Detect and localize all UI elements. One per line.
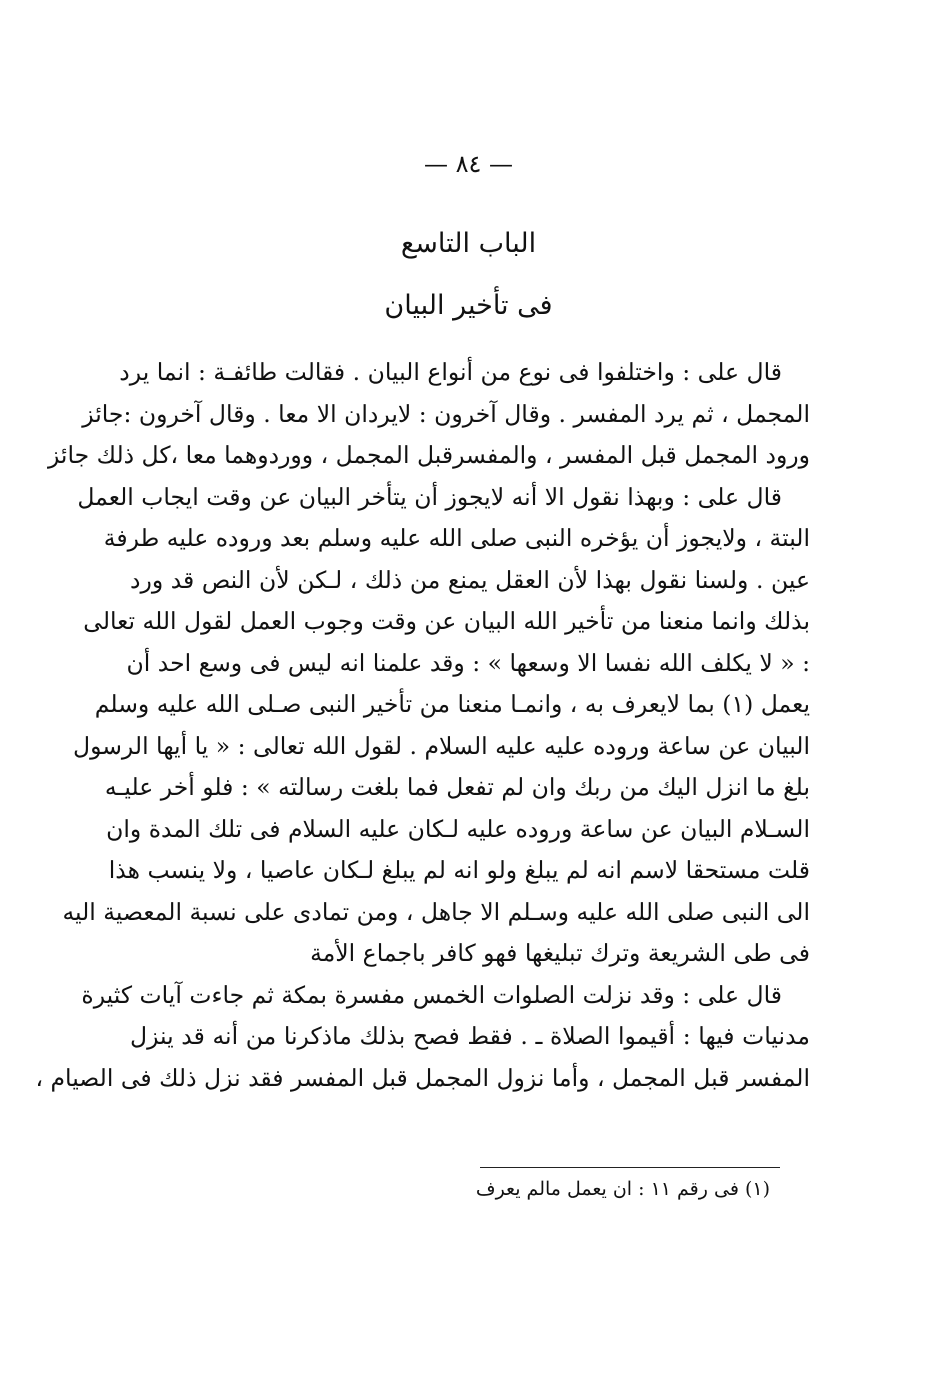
text-line: السـلام البيان عن ساعة وروده عليه لـكان عليه السلام فى تلك المدة وان: [106, 814, 810, 843]
text-line: بذلك وانما منعنا من تأخير الله البيان عن وقت وجوب العمل لقول الله تعالى: [83, 607, 810, 635]
text-line: مدنيات فيها : أقيموا الصلاة ـ . فقط فصح بذلك ماذكرنا من أنه قد ينزل: [130, 1022, 810, 1050]
body-text: [35, 352, 810, 1099]
footnote: (١) فى رقم ١١ : ان يعمل مالم يعرف: [475, 1178, 770, 1200]
text-line: الى النبى صلى الله عليه وسـلم الا جاهل ، ومن تمادى على نسبة المعصية اليه: [62, 897, 810, 926]
page-number: — ٨٤ —: [423, 150, 514, 178]
text-line: البتة ، ولايجوز أن يؤخره النبى صلى الله عليه وسلم بعد وروده عليه طرفة: [103, 524, 810, 552]
text-line: المجمل ، ثم يرد المفسر . وقال آخرون : لايردان الا معا . وقال آخرون :جائز: [82, 399, 810, 428]
footnote-divider: [480, 1167, 780, 1168]
text-line: بلغ ما انزل اليك من ربك وان لم تفعل فما بلغت رسالته » : فلو أخر عليـه: [104, 773, 810, 801]
text-line: ورود المجمل قبل المفسر ، والمفسرقبل المجمل ، ووردوهما معا ،كل ذلك جائز: [47, 441, 810, 469]
text-line: يعمل (١) بما لايعرف به ، وانمـا منعنا من تأخير النبى صـلى الله عليه وسلم: [94, 690, 810, 718]
text-line: قلت مستحقا لاسم انه لم يبلغ ولو انه لم يبلغ لـكان عاصيا ، ولا ينسب هذا: [108, 856, 810, 884]
text-line: المفسر قبل المجمل ، وأما نزول المجمل قبل المفسر فقد نزل ذلك فى الصيام ،: [35, 1063, 810, 1092]
text-line: قال على : واختلفوا فى نوع من أنواع البيان . فقالت طائفـة : انما يرد: [119, 358, 782, 386]
text-line: قال على : وقد نزلت الصلوات الخمس مفسرة بمكة ثم جاءت آيات كثيرة: [81, 980, 782, 1009]
text-line: البيان عن ساعة وروده عليه عليه السلام . لقول الله تعالى : « يا أيها الرسول: [73, 731, 810, 760]
text-line: : « لا يكلف الله نفسا الا وسعها » : وقد علمنا انه ليس فى وسع احد أن: [126, 648, 810, 677]
chapter-title: الباب التاسع: [400, 228, 537, 259]
text-line: عين . ولسنا نقول بهذا لأن العقل يمنع من ذلك ، لـكن لأن النص قد ورد: [130, 565, 810, 594]
text-line: فى طى الشريعة وترك تبليغها فهو كافر باجماع الأمة: [310, 939, 810, 967]
text-line: قال على : وبهذا نقول الا أنه لايجوز أن يتأخر البيان عن وقت ايجاب العمل: [77, 482, 782, 511]
chapter-subtitle: فى تأخير البيان: [384, 290, 553, 321]
